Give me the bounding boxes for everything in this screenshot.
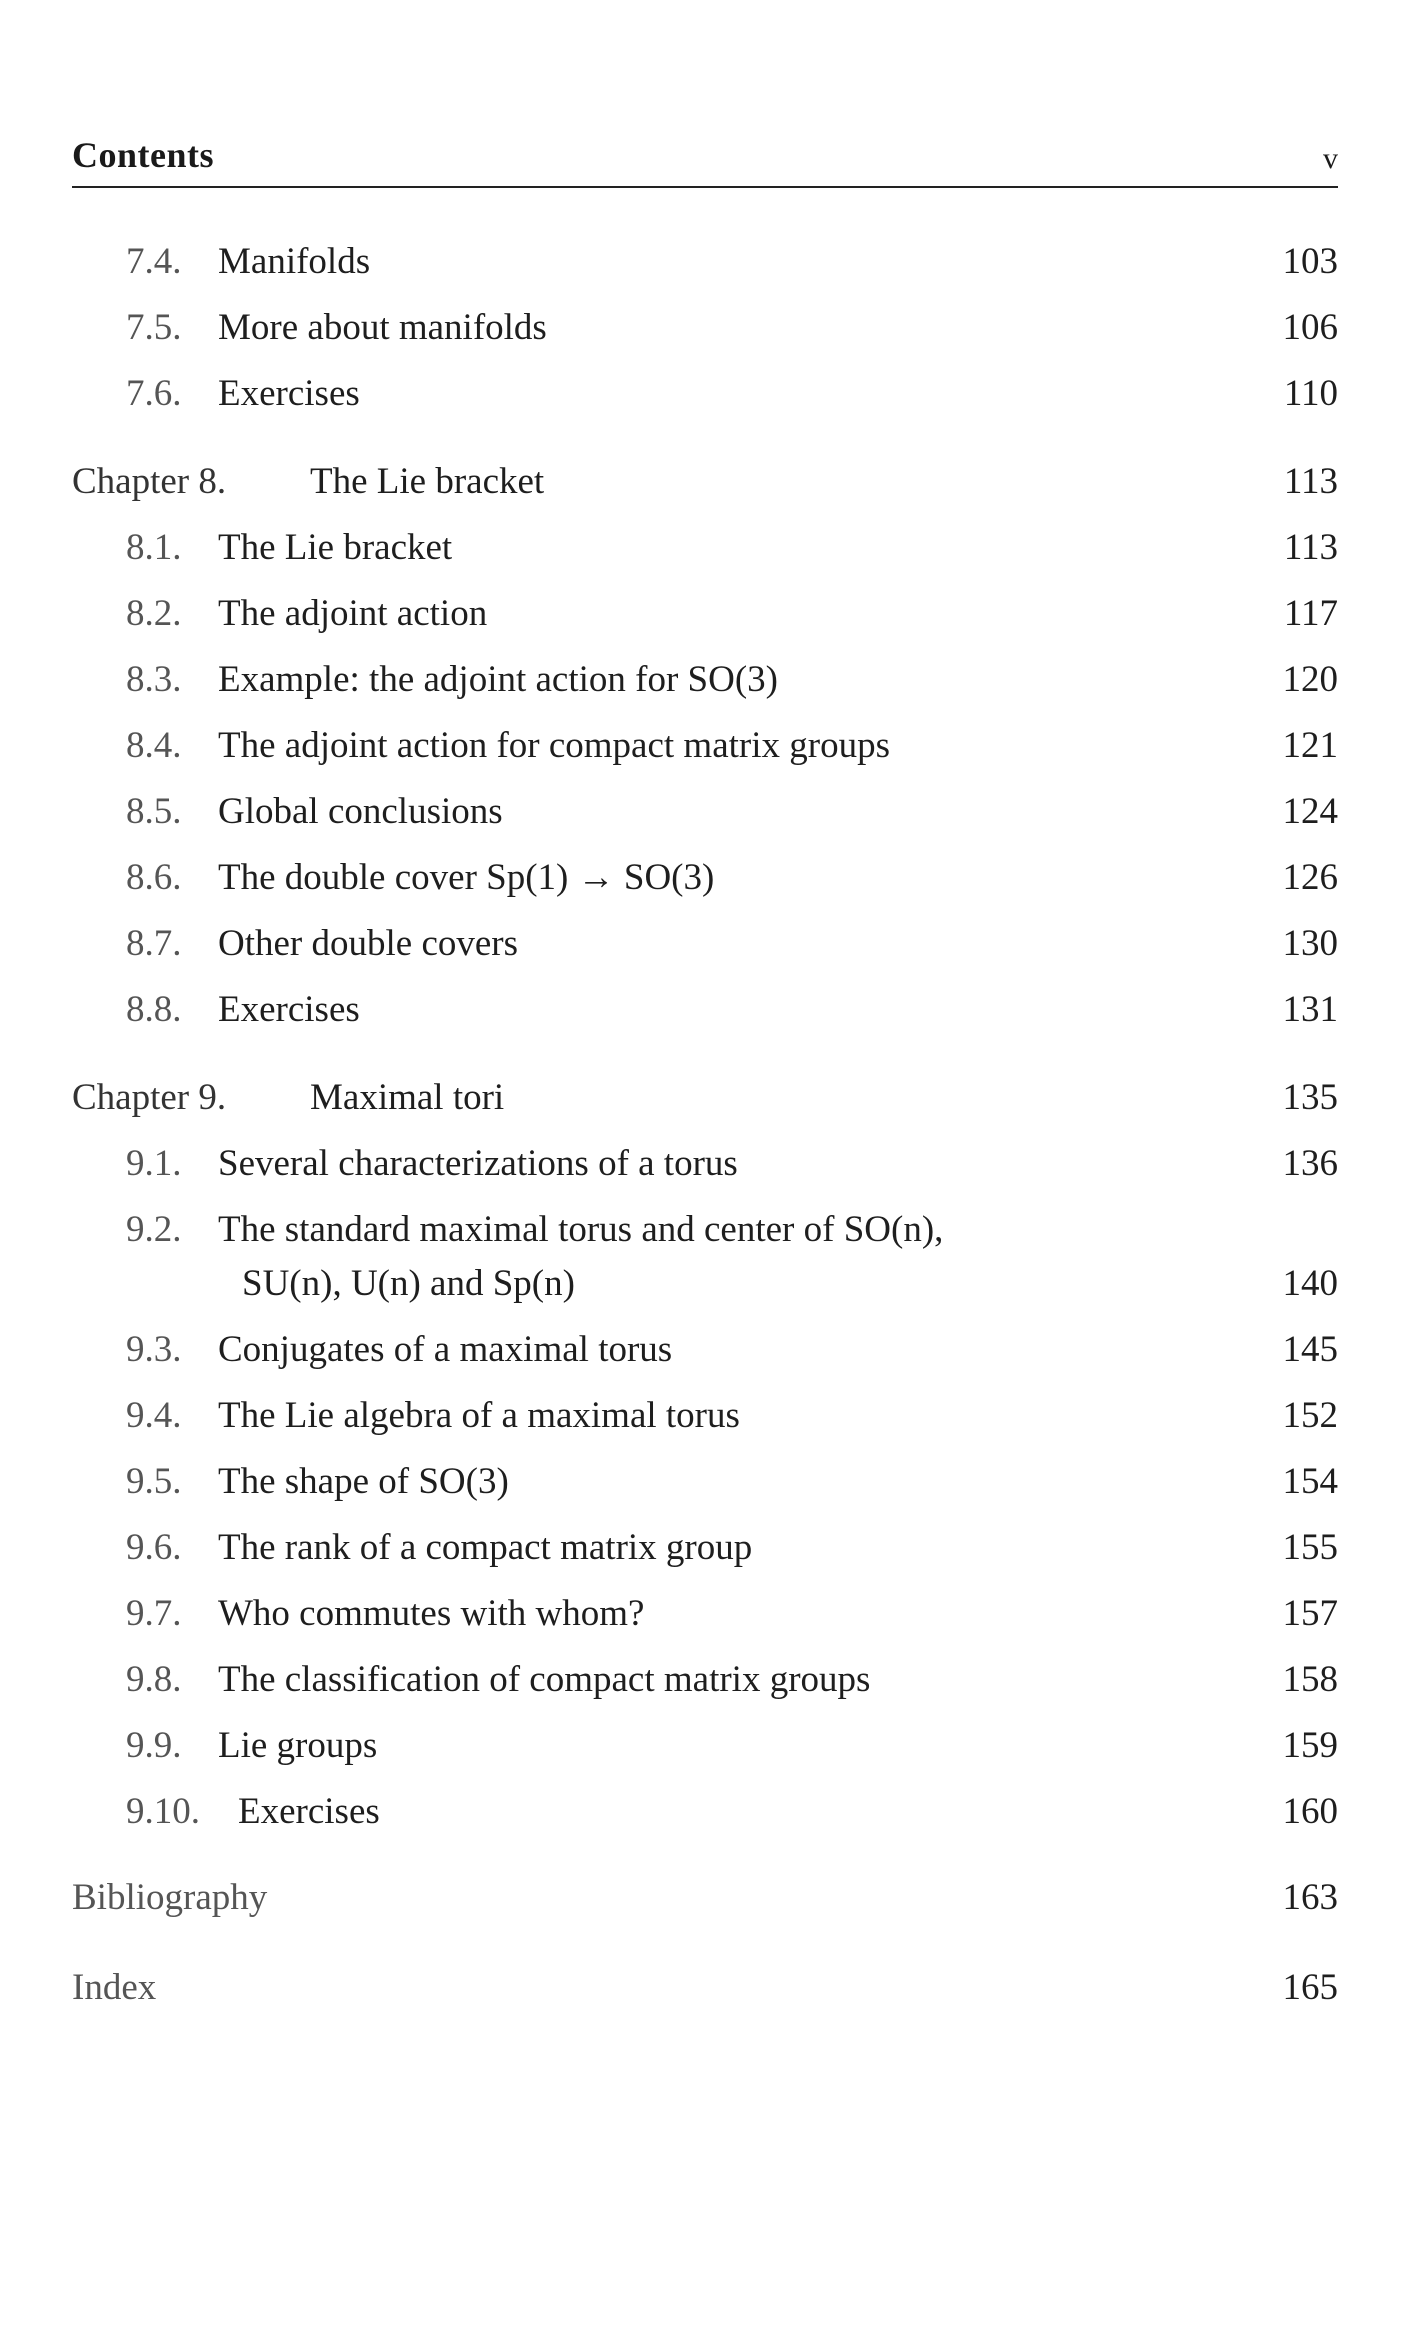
section-number: 9.10. bbox=[126, 1791, 200, 1832]
section-title: Conjugates of a maximal torus bbox=[218, 1329, 673, 1370]
section-title: The rank of a compact matrix group bbox=[218, 1527, 753, 1568]
page-number: 130 bbox=[1282, 923, 1338, 964]
section-title: Manifolds bbox=[218, 241, 371, 282]
page-number: 160 bbox=[1282, 1791, 1338, 1832]
toc-entry[interactable] bbox=[0, 240, 1408, 300]
section-title: The adjoint action bbox=[218, 593, 488, 634]
toc-entry[interactable] bbox=[0, 1790, 1408, 1850]
toc-back-matter-entry[interactable] bbox=[0, 1876, 1408, 1936]
section-number: 9.4. bbox=[126, 1395, 182, 1436]
section-title: Lie groups bbox=[218, 1725, 378, 1766]
section-number: 9.5. bbox=[126, 1461, 182, 1502]
toc-entry[interactable] bbox=[0, 1208, 1408, 1268]
section-number: 8.6. bbox=[126, 857, 182, 898]
toc-entry[interactable] bbox=[0, 1592, 1408, 1652]
section-number: 8.2. bbox=[126, 593, 182, 634]
toc-back-matter-entry[interactable] bbox=[0, 1966, 1408, 2026]
page-number: 135 bbox=[1282, 1077, 1338, 1118]
page-number: 158 bbox=[1282, 1659, 1338, 1700]
section-number: 9.7. bbox=[126, 1593, 182, 1634]
toc-entry[interactable] bbox=[0, 592, 1408, 652]
section-title: Several characterizations of a torus bbox=[218, 1143, 738, 1184]
page-number: 121 bbox=[1282, 725, 1338, 766]
page-number: 163 bbox=[1282, 1877, 1338, 1918]
page-number: 120 bbox=[1282, 659, 1338, 700]
section-title: The Lie algebra of a maximal torus bbox=[218, 1395, 740, 1436]
toc-entry[interactable] bbox=[0, 526, 1408, 586]
header-page-number: v bbox=[1323, 142, 1338, 175]
page-number: 145 bbox=[1282, 1329, 1338, 1370]
page-number: 154 bbox=[1282, 1461, 1338, 1502]
toc-entry[interactable] bbox=[0, 1724, 1408, 1784]
page-number: 159 bbox=[1282, 1725, 1338, 1766]
toc-entry[interactable] bbox=[0, 1460, 1408, 1520]
toc-chapter-entry[interactable] bbox=[0, 1076, 1408, 1136]
page-number: 124 bbox=[1282, 791, 1338, 832]
page-number: 110 bbox=[1283, 373, 1338, 414]
section-number: 8.1. bbox=[126, 527, 182, 568]
section-number: 9.3. bbox=[126, 1329, 182, 1370]
toc-entry[interactable] bbox=[0, 306, 1408, 366]
section-title: The standard maximal torus and center of SO(n), bbox=[218, 1209, 944, 1250]
back-matter-title: Bibliography bbox=[72, 1877, 268, 1918]
section-title: More about manifolds bbox=[218, 307, 547, 348]
page-number: 131 bbox=[1282, 989, 1338, 1030]
chapter-title: Maximal tori bbox=[310, 1077, 505, 1118]
section-title: Exercises bbox=[218, 373, 360, 414]
running-header bbox=[72, 128, 1338, 188]
section-number: 8.7. bbox=[126, 923, 182, 964]
section-number: 9.9. bbox=[126, 1725, 182, 1766]
page-number: 117 bbox=[1283, 593, 1338, 634]
section-title: Exercises bbox=[218, 989, 360, 1030]
page-number: 157 bbox=[1282, 1593, 1338, 1634]
section-number: 8.3. bbox=[126, 659, 182, 700]
back-matter-title: Index bbox=[72, 1967, 157, 2008]
page-number: 106 bbox=[1282, 307, 1338, 348]
section-title: Who commutes with whom? bbox=[218, 1593, 645, 1634]
chapter-number: Chapter 8. bbox=[72, 461, 227, 502]
toc-entry[interactable] bbox=[0, 1658, 1408, 1718]
chapter-number: Chapter 9. bbox=[72, 1077, 227, 1118]
page-number: 103 bbox=[1282, 241, 1338, 282]
section-title: The shape of SO(3) bbox=[218, 1461, 509, 1502]
toc-entry-continuation[interactable] bbox=[0, 1262, 1408, 1322]
section-number: 7.5. bbox=[126, 307, 182, 348]
toc-entry[interactable] bbox=[0, 658, 1408, 718]
toc-entry[interactable] bbox=[0, 724, 1408, 784]
toc-entry[interactable] bbox=[0, 1328, 1408, 1388]
section-number: 8.8. bbox=[126, 989, 182, 1030]
section-title: The adjoint action for compact matrix groups bbox=[218, 725, 890, 766]
section-number: 9.1. bbox=[126, 1143, 182, 1184]
page-number: 136 bbox=[1282, 1143, 1338, 1184]
page-number: 113 bbox=[1283, 527, 1338, 568]
header-title: Contents bbox=[72, 135, 215, 175]
page-number: 113 bbox=[1283, 461, 1338, 502]
section-title: The classification of compact matrix groups bbox=[218, 1659, 871, 1700]
section-title-continuation: SU(n), U(n) and Sp(n) bbox=[242, 1263, 575, 1304]
page-number: 140 bbox=[1282, 1263, 1338, 1304]
toc-entry[interactable] bbox=[0, 922, 1408, 982]
toc-entry[interactable] bbox=[0, 856, 1408, 916]
toc-entry[interactable] bbox=[0, 1526, 1408, 1586]
toc-entry[interactable] bbox=[0, 988, 1408, 1048]
section-number: 9.2. bbox=[126, 1209, 182, 1250]
page-number: 126 bbox=[1282, 857, 1338, 898]
page-number: 165 bbox=[1282, 1967, 1338, 2008]
toc-entry[interactable] bbox=[0, 1142, 1408, 1202]
section-title: The Lie bracket bbox=[218, 527, 453, 568]
section-number: 7.4. bbox=[126, 241, 182, 282]
section-title: Example: the adjoint action for SO(3) bbox=[218, 659, 778, 700]
toc-chapter-entry[interactable] bbox=[0, 460, 1408, 520]
section-number: 8.5. bbox=[126, 791, 182, 832]
section-number: 8.4. bbox=[126, 725, 182, 766]
toc-entry[interactable] bbox=[0, 1394, 1408, 1454]
page-number: 155 bbox=[1282, 1527, 1338, 1568]
section-title: The double cover Sp(1) → SO(3) bbox=[218, 857, 715, 898]
section-number: 9.6. bbox=[126, 1527, 182, 1568]
section-title: Global conclusions bbox=[218, 791, 503, 832]
section-number: 9.8. bbox=[126, 1659, 182, 1700]
chapter-title: The Lie bracket bbox=[310, 461, 545, 502]
page-number: 152 bbox=[1282, 1395, 1338, 1436]
toc-entry[interactable] bbox=[0, 790, 1408, 850]
toc-entry[interactable] bbox=[0, 372, 1408, 432]
section-title: Other double covers bbox=[218, 923, 519, 964]
section-title: Exercises bbox=[238, 1791, 380, 1832]
section-number: 7.6. bbox=[126, 373, 182, 414]
